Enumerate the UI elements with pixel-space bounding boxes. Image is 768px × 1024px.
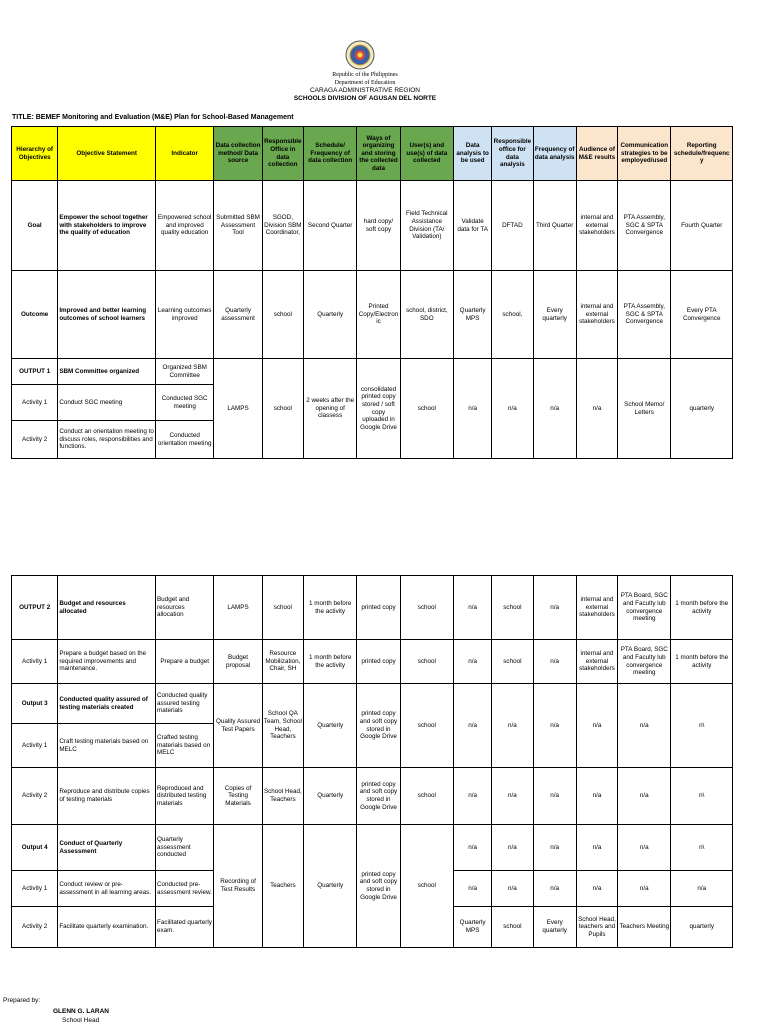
col-hierarchy: Hierarchy of Objectives: [12, 127, 58, 181]
cell-indicator: Conducted quality assured testing materials: [155, 684, 213, 724]
cell-method: LAMPS: [214, 359, 262, 459]
cell-analysis: Quarterly MPS: [454, 271, 492, 359]
prepared-by-label: Prepared by:: [3, 997, 41, 1004]
cell-analysis-freq: n/a: [533, 768, 576, 825]
cell-reporting: Fourth Quarter: [671, 181, 733, 271]
cell-office: School QA Team, School Head, Teachers: [262, 684, 303, 768]
cell-analysis-freq: n/a: [533, 359, 576, 459]
me-plan-table-1: [11, 126, 733, 459]
cell-analysis-office: n/a: [492, 684, 533, 768]
cell-comm: n/a: [618, 825, 671, 871]
cell-schedule: Quarterly: [303, 768, 356, 825]
cell-reporting: n\: [671, 768, 733, 825]
cell-analysis-freq: n/a: [533, 871, 576, 907]
cell-audience: n/a: [576, 768, 617, 825]
cell-users: school: [400, 684, 453, 768]
cell-comm: School Memo/ Letters: [618, 359, 671, 459]
cell-analysis-office: n/a: [492, 359, 533, 459]
table-row-outcome: [12, 271, 733, 359]
cell-indicator: Prepare a budget: [155, 640, 213, 684]
cell-analysis-office: school,: [492, 271, 533, 359]
cell-ways: consolidated printed copy stored / soft copy uploaded in Google Drive: [357, 359, 400, 459]
cell-ways: hard copy/ soft copy: [357, 181, 400, 271]
cell-level: Activity 2: [12, 421, 58, 459]
cell-statement: SBM Committee organized: [58, 359, 156, 385]
preparer-role: School Head: [62, 1017, 100, 1024]
cell-ways: printed copy and soft copy stored in Google Drive: [357, 768, 400, 825]
cell-indicator: Reproduced and distributed testing materials: [155, 768, 213, 825]
cell-audience: n/a: [576, 825, 617, 871]
col-reporting: Reporting schedule/frequency: [671, 127, 733, 181]
table-row-goal: [12, 181, 733, 271]
cell-schedule: Quarterly: [303, 825, 356, 948]
cell-level: Activity 2: [12, 907, 58, 948]
cell-reporting: n\: [671, 684, 733, 768]
preparer-name: GLENN G. LARAN: [53, 1008, 109, 1015]
cell-analysis-office: n/a: [492, 768, 533, 825]
cell-method: Quarterly assessment: [214, 271, 262, 359]
col-analysis-office: Responsible office for data analysis: [492, 127, 533, 181]
cell-schedule: Second Quarter: [303, 181, 356, 271]
cell-level: Activity 2: [12, 768, 58, 825]
cell-analysis: n/a: [454, 768, 492, 825]
cell-reporting: 1 month before the activity: [671, 576, 733, 640]
cell-analysis: Validate data for TA: [454, 181, 492, 271]
cell-method: Recording of Test Results: [214, 825, 262, 948]
table-row-activity: [12, 768, 733, 825]
cell-comm: n/a: [618, 768, 671, 825]
cell-reporting: n\: [671, 825, 733, 871]
cell-statement: Conduct of Quarterly Assessment: [58, 825, 156, 871]
cell-audience: n/a: [576, 359, 617, 459]
cell-ways: Printed Copy/Electronic: [357, 271, 400, 359]
col-comm: Communication strategies to be employed/used: [618, 127, 671, 181]
cell-office: school: [262, 271, 303, 359]
cell-office: school: [262, 359, 303, 459]
cell-statement: Empower the school together with stakeholders to improve the quality of education: [58, 181, 156, 271]
col-objective: Objective Statement: [58, 127, 156, 181]
cell-analysis-office: school: [492, 576, 533, 640]
cell-level: Activity 1: [12, 871, 58, 907]
cell-schedule: 1 month before the activity: [303, 576, 356, 640]
header-division: SCHOOLS DIVISION OF AGUSAN DEL NORTE: [293, 95, 437, 102]
cell-level: Goal: [12, 181, 58, 271]
cell-analysis-freq: Every quarterly: [533, 271, 576, 359]
cell-indicator: Empowered school and improved quality education: [155, 181, 213, 271]
cell-level: Activity 1: [12, 385, 58, 421]
cell-method: Budget proposal: [214, 640, 262, 684]
col-analysis-freq: Frequency of data analysis: [533, 127, 576, 181]
cell-office: school: [262, 576, 303, 640]
cell-indicator: Organized SBM Committee: [155, 359, 213, 385]
cell-users: school, district, SDO: [400, 271, 453, 359]
cell-office: SGOD, Division SBM Coordinator,: [262, 181, 303, 271]
cell-comm: PTA Assembly, SGC & SPTA Convergence: [618, 271, 671, 359]
header-region: CARAGA ADMINISTRATIVE REGION: [309, 87, 421, 94]
cell-level: OUTPUT 2: [12, 576, 58, 640]
cell-audience: internal and external stakeholders: [576, 576, 617, 640]
cell-indicator: Learning outcomes improved: [155, 271, 213, 359]
cell-audience: School Head, teachers and Pupils: [576, 907, 617, 948]
cell-method: Submitted SBM Assessment Tool: [214, 181, 262, 271]
cell-statement: Budget and resources allocated: [58, 576, 156, 640]
cell-statement: Conduct an orientation meeting to discuss roles, responsibilities and functions.: [58, 421, 156, 459]
cell-ways: printed copy and soft copy stored in Google Drive: [357, 684, 400, 768]
cell-statement: Improved and better learning outcomes of school learners: [58, 271, 156, 359]
cell-method: Quality Assured Test Papers: [214, 684, 262, 768]
cell-statement: Facilitate quarterly examination.: [58, 907, 156, 948]
cell-analysis-freq: n/a: [533, 576, 576, 640]
deped-seal-logo: [345, 40, 375, 70]
cell-office: Resource Mobilization, Chair, SH: [262, 640, 303, 684]
table-row-output3: [12, 684, 733, 724]
cell-analysis-freq: Third Quarter: [533, 181, 576, 271]
header-republic: Republic of the Philippines: [332, 72, 398, 78]
cell-analysis-freq: Every quarterly: [533, 907, 576, 948]
cell-indicator: Crafted testing materials based on MELC: [155, 724, 213, 768]
table-header-row: [12, 127, 733, 181]
cell-method: LAMPS: [214, 576, 262, 640]
cell-users: school: [400, 576, 453, 640]
cell-level: OUTPUT 1: [12, 359, 58, 385]
cell-indicator: Budget and resources allocation: [155, 576, 213, 640]
col-users: User(s) and use(s) of data collected: [400, 127, 453, 181]
table-row-output2: [12, 576, 733, 640]
cell-reporting: quarterly: [671, 359, 733, 459]
cell-ways: printed copy: [357, 576, 400, 640]
me-plan-table-2: [11, 575, 733, 948]
cell-statement: Craft testing materials based on MELC: [58, 724, 156, 768]
cell-statement: Prepare a budget based on the required improvements and maintenance.: [58, 640, 156, 684]
cell-audience: n/a: [576, 871, 617, 907]
cell-comm: PTA Board, SGC and Faculty lub convergence meeting: [618, 640, 671, 684]
col-indicator: Indicator: [155, 127, 213, 181]
cell-statement: Conducted quality assured of testing materials created: [58, 684, 156, 724]
cell-level: Outcome: [12, 271, 58, 359]
cell-ways: printed copy and soft copy stored in Google Drive: [357, 825, 400, 948]
cell-schedule: Quarterly: [303, 684, 356, 768]
col-ways: Ways of organizing and storing the collected data: [357, 127, 400, 181]
cell-audience: internal and external stakeholders: [576, 271, 617, 359]
cell-analysis: n/a: [454, 359, 492, 459]
col-audience: Audience of M&E results: [576, 127, 617, 181]
col-schedule: Schedule/ Frequency of data collection: [303, 127, 356, 181]
cell-schedule: 2 weeks after the opening of classess: [303, 359, 356, 459]
cell-analysis-office: n/a: [492, 825, 533, 871]
cell-reporting: n/a: [671, 871, 733, 907]
table-row-output4: [12, 825, 733, 871]
cell-analysis: n/a: [454, 684, 492, 768]
cell-analysis: n/a: [454, 640, 492, 684]
header-department: Department of Education: [334, 80, 396, 86]
cell-analysis: n/a: [454, 871, 492, 907]
document-title: TITLE: BEMEF Monitoring and Evaluation (M&E) Plan for School-Based Management: [12, 114, 294, 121]
cell-analysis-office: school: [492, 640, 533, 684]
cell-indicator: Conducted orientation meeting: [155, 421, 213, 459]
cell-office: School Head, Teachers: [262, 768, 303, 825]
table-row-activity: [12, 640, 733, 684]
cell-method: Copies of Testing Materials: [214, 768, 262, 825]
cell-comm: n/a: [618, 871, 671, 907]
cell-indicator: Facilitated quarterly exam.: [155, 907, 213, 948]
cell-comm: Teachers Meeting: [618, 907, 671, 948]
cell-analysis-office: n/a: [492, 871, 533, 907]
cell-level: Output 3: [12, 684, 58, 724]
table-row-output1: [12, 359, 733, 385]
col-analysis: Data analysis to be used: [454, 127, 492, 181]
cell-reporting: quarterly: [671, 907, 733, 948]
cell-analysis-office: school: [492, 907, 533, 948]
cell-office: Teachers: [262, 825, 303, 948]
cell-comm: PTA Assembly, SGC & SPTA Convergence: [618, 181, 671, 271]
cell-ways: printed copy: [357, 640, 400, 684]
cell-users: Field Technical Assistance Division (TA/ Validation): [400, 181, 453, 271]
col-office: Responsible Office in data collection: [262, 127, 303, 181]
cell-users: school: [400, 640, 453, 684]
cell-statement: Conduct review or pre-assessment in all learning areas.: [58, 871, 156, 907]
cell-audience: n/a: [576, 684, 617, 768]
cell-indicator: Quarterly assessment conducted: [155, 825, 213, 871]
cell-level: Activity 1: [12, 724, 58, 768]
cell-analysis-freq: n/a: [533, 640, 576, 684]
cell-analysis-freq: n/a: [533, 825, 576, 871]
cell-statement: Conduct SGC meeting: [58, 385, 156, 421]
cell-level: Activity 1: [12, 640, 58, 684]
cell-comm: n/a: [618, 684, 671, 768]
col-method: Data collection method/ Data source: [214, 127, 262, 181]
cell-analysis-freq: n/a: [533, 684, 576, 768]
cell-analysis: n/a: [454, 825, 492, 871]
cell-users: school: [400, 768, 453, 825]
cell-users: school: [400, 359, 453, 459]
cell-audience: internal and external stakeholders: [576, 181, 617, 271]
cell-level: Output 4: [12, 825, 58, 871]
cell-audience: internal and external stakeholders: [576, 640, 617, 684]
cell-analysis: Quarterly MPS: [454, 907, 492, 948]
cell-reporting: Every PTA Convergence: [671, 271, 733, 359]
cell-comm: PTA Board, SGC and Faculty lub convergence meeting: [618, 576, 671, 640]
cell-reporting: 1 month before the activity: [671, 640, 733, 684]
cell-users: school: [400, 825, 453, 948]
cell-schedule: 1 month before the activity: [303, 640, 356, 684]
cell-indicator: Conducted pre-assessment review.: [155, 871, 213, 907]
cell-statement: Reproduce and distribute copies of testing materials: [58, 768, 156, 825]
cell-analysis-office: DFTAD: [492, 181, 533, 271]
cell-analysis: n/a: [454, 576, 492, 640]
cell-indicator: Conducted SGC meeting: [155, 385, 213, 421]
cell-schedule: Quarterly: [303, 271, 356, 359]
